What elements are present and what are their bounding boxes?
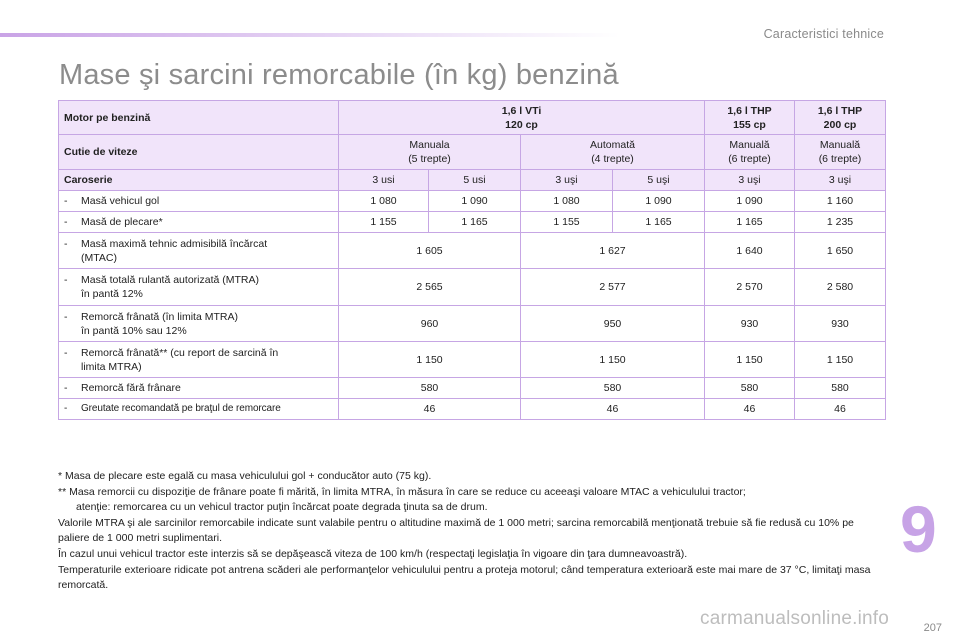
body-cell: 3 usi <box>339 170 429 191</box>
row-label-text: Masă maximă tehnic admisibilă încărcat <box>81 237 268 250</box>
row-label <box>59 306 339 342</box>
table-row-empty-mass <box>59 191 886 212</box>
body-row-label: Caroserie <box>59 170 339 191</box>
row-label-subtext: limita MTRA) <box>81 360 142 373</box>
table-row-braked-trailer <box>59 306 886 342</box>
row-dash: - <box>64 382 68 394</box>
gearbox-type: Automată <box>590 139 635 151</box>
note-temperature: Temperaturile exterioare ridicate pot antrena scăderi ale performanţelor vehiculului pentru a proteja motorul; când temperatura exterioară este mai mare de 37 °C, limitaţi masa remorcată. <box>58 563 871 592</box>
chapter-number: 9 <box>900 492 937 566</box>
table-cell: 1 160 <box>795 191 886 212</box>
table-row-start-mass <box>59 212 886 233</box>
table-cell: 1 150 <box>705 342 795 378</box>
gearbox-cell <box>795 135 886 170</box>
header-accent-bar <box>0 33 620 37</box>
row-dash: - <box>64 346 68 359</box>
gearbox-type: Manuală <box>729 139 770 151</box>
table-cell: 960 <box>339 306 521 342</box>
engine-power: 200 cp <box>823 118 857 131</box>
table-cell: 930 <box>795 306 886 342</box>
row-label <box>59 378 339 399</box>
engine-cell <box>795 101 886 135</box>
table-cell: 1 605 <box>339 233 521 269</box>
table-cell: 1 165 <box>429 212 521 233</box>
gearbox-type: Manuală <box>819 139 861 151</box>
page-number: 207 <box>923 622 942 634</box>
body-cell: 5 uşi <box>613 170 705 191</box>
body-row <box>59 170 886 191</box>
row-label-text: Remorcă fără frânare <box>81 382 181 394</box>
gearbox-row <box>59 135 886 170</box>
engine-name: 1,6 l THP <box>727 104 772 117</box>
gearbox-type: Manuala <box>409 139 450 151</box>
table-row-braked-trailer-load-transfer <box>59 342 886 378</box>
row-dash: - <box>64 403 68 414</box>
row-label-text: Greutate recomandată pe braţul de remorcare <box>81 403 281 414</box>
page-title: Mase şi sarcini remorcabile (în kg) benzină <box>59 59 619 91</box>
table-cell: 1 080 <box>339 191 429 212</box>
engine-name: 1,6 l THP <box>817 104 863 117</box>
table-cell: 1 150 <box>795 342 886 378</box>
table-cell: 1 155 <box>339 212 429 233</box>
footnote-braked-trailer-warning: atenţie: remorcarea cu un vehicul tractor puţin încărcat poate degrada ţinuta sa de drum. <box>76 501 488 514</box>
gearbox-cell <box>521 135 705 170</box>
row-label-text: Masă totală rulantă autorizată (MTRA) <box>81 274 259 286</box>
table-row-nose-weight <box>59 399 886 420</box>
row-label-subtext: în pantă 10% sau 12% <box>81 324 187 337</box>
table-cell: 46 <box>705 399 795 420</box>
row-label <box>59 342 339 378</box>
table-row-mtra <box>59 269 886 306</box>
row-label <box>59 269 339 306</box>
table-cell: 1 080 <box>521 191 613 212</box>
table-cell: 1 155 <box>521 212 613 233</box>
table-cell: 580 <box>521 378 705 399</box>
row-label <box>59 399 339 420</box>
row-label-text: Remorcă frânată** (cu report de sarcină în <box>81 346 279 359</box>
gearbox-cell <box>339 135 521 170</box>
row-dash: - <box>64 310 68 323</box>
table-cell: 1 165 <box>613 212 705 233</box>
engine-row-label: Motor pe benzină <box>59 101 339 135</box>
mass-specs-table <box>58 100 886 420</box>
section-title: Caracteristici tehnice <box>763 27 884 41</box>
watermark: carmanualsonline.info <box>700 608 890 629</box>
table-cell: 1 150 <box>521 342 705 378</box>
row-label-text: Masă de plecare* <box>81 216 163 228</box>
gearbox-cell <box>705 135 795 170</box>
table-cell: 2 577 <box>521 269 705 306</box>
row-dash: - <box>64 216 68 228</box>
table-cell: 1 235 <box>795 212 886 233</box>
table-cell: 2 580 <box>795 269 886 306</box>
table-cell: 950 <box>521 306 705 342</box>
footnote-braked-trailer: ** Masa remorcii cu dispoziţie de frânare poate fi mărită, în limita MTRA, în măsura în care se reduce cu aceeaşi valoare MTAC a vehiculului tractor; <box>58 485 746 498</box>
table-cell: 1 650 <box>795 233 886 269</box>
engine-cell <box>339 101 705 135</box>
table-row-mtac <box>59 233 886 269</box>
engine-power: 120 cp <box>505 118 538 131</box>
table-cell: 580 <box>795 378 886 399</box>
body-cell: 5 usi <box>429 170 521 191</box>
body-cell: 3 uşi <box>795 170 886 191</box>
row-label-text: Remorcă frânată (în limita MTRA) <box>81 310 238 323</box>
row-label <box>59 191 339 212</box>
row-dash: - <box>64 195 68 207</box>
table-row-unbraked-trailer <box>59 378 886 399</box>
table-cell: 1 627 <box>521 233 705 269</box>
footnotes <box>58 469 888 594</box>
gearbox-gears: (5 trepte) <box>408 153 451 165</box>
table-cell: 1 150 <box>339 342 521 378</box>
table-cell: 2 565 <box>339 269 521 306</box>
table-cell: 1 640 <box>705 233 795 269</box>
gearbox-gears: (4 trepte) <box>591 153 634 165</box>
row-label <box>59 212 339 233</box>
engine-cell <box>705 101 795 135</box>
gearbox-gears: (6 trepte) <box>728 153 771 165</box>
note-speed-limit: În cazul unui vehicul tractor este interzis să se depăşească viteza de 100 km/h (respectaţi legislaţia în vigoare din ţara dumneavoastră). <box>58 547 688 560</box>
gearbox-row-label: Cutie de viteze <box>59 135 339 170</box>
row-dash: - <box>64 274 68 286</box>
body-cell: 3 uşi <box>521 170 613 191</box>
table-cell: 1 090 <box>429 191 521 212</box>
footnote-start-mass: * Masa de plecare este egală cu masa vehiculului gol + conducător auto (75 kg). <box>58 470 432 482</box>
table-cell: 1 165 <box>705 212 795 233</box>
table-cell: 46 <box>521 399 705 420</box>
gearbox-gears: (6 trepte) <box>818 153 862 165</box>
table-cell: 580 <box>339 378 521 399</box>
row-dash: - <box>64 237 68 250</box>
engine-power: 155 cp <box>733 118 766 131</box>
table-cell: 46 <box>795 399 886 420</box>
table-cell: 580 <box>705 378 795 399</box>
table-cell: 1 090 <box>613 191 705 212</box>
row-label-subtext: în pantă 12% <box>81 288 143 300</box>
note-altitude: Valorile MTRA şi ale sarcinilor remorcabile indicate sunt valabile pentru o altitudine maximă de 1 000 metri; sarcina remorcabilă menţionată trebuie să fie redusă cu 10% pe paliere de 1 000 metri suplimentari. <box>58 516 854 545</box>
body-cell: 3 uşi <box>705 170 795 191</box>
row-label <box>59 233 339 269</box>
table-cell: 2 570 <box>705 269 795 306</box>
row-label-subtext: (MTAC) <box>81 251 117 264</box>
engine-name: 1,6 l VTi <box>501 104 542 117</box>
engine-row <box>59 101 886 135</box>
table-cell: 1 090 <box>705 191 795 212</box>
row-label-text: Masă vehicul gol <box>81 195 160 207</box>
table-cell: 46 <box>339 399 521 420</box>
table-cell: 930 <box>705 306 795 342</box>
